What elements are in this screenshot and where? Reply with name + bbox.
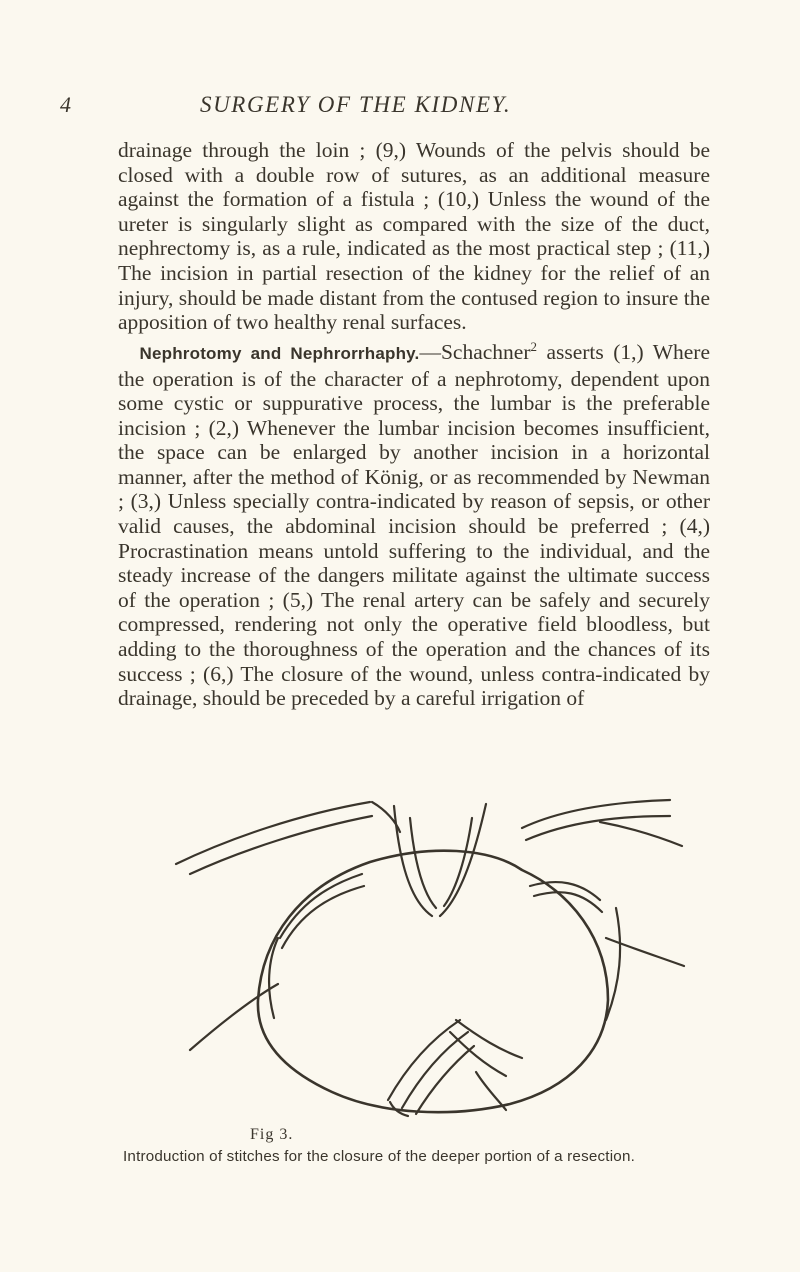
stitch-bottom: [402, 1032, 468, 1108]
page-number: 4: [60, 92, 71, 117]
kidney-outer-contour: [258, 851, 608, 1113]
stitch-loop-right: [606, 938, 684, 966]
cut-v-left: [394, 806, 432, 916]
author-name: —Schachner: [419, 339, 531, 364]
section-heading: Nephrotomy and Nephrorrhaphy.: [139, 343, 420, 363]
paragraph-nephrotomy: [118, 335, 710, 711]
figure-label: Fig 3.: [250, 1126, 294, 1143]
stitch-bottom: [416, 1046, 474, 1114]
body-text: [118, 138, 710, 711]
running-head: SURGERY OF THE KIDNEY.: [200, 92, 512, 117]
figure-kidney-resection: [150, 788, 730, 1128]
stitch-loop-left: [190, 984, 278, 1050]
suture-line: [526, 816, 670, 840]
suture-line: [522, 800, 670, 828]
paragraph-drainage: drainage through the loin ; (9,) Wounds of the pelvis should be closed with a double row of sutures, as an additional measure against the formation of a fistula ; (10,) Unless the wound of the ureter is singularly slight as compared with the size of the duct, nephrectomy is, as a rule, indicated as the most practical step ; (11,) The incision in partial resection of the kidney for the relief of an injury, should be made distant from the contused region to insure the apposition of two healthy renal surfaces.: [118, 138, 710, 335]
paragraph-body: asserts (1,) Where the operation is of the character of a nephrotomy, dependent upon some cystic or suppurative process, the lumbar is the preferable incision ; (2,) Whenever the lumbar incision becomes insufficient, the space can be enlarged by another incision in a horizontal manner, after the method of König, or as recommended by Newman ; (3,) Unless specially contra-indicated by reason of sepsis, or other valid causes, the abdominal incision should be preferred ; (4,) Procrastination means untold suffering to the individual, and the steady increase of the dangers militate against the ultimate success of the operation ; (5,) The renal artery can be safely and securely compressed, rendering not only the operative field bloodless, but adding to the thoroughness of the operation and the chances of its success ; (6,) The closure of the wound, unless contra-indicated by drainage, should be preceded by a careful irrigation of: [118, 339, 710, 711]
page-header: [60, 92, 780, 124]
figure-caption: Introduction of stitches for the closure of the deeper portion of a resection.: [123, 1148, 636, 1165]
suture-line: [600, 822, 682, 846]
kidney-stitches-illustration: [150, 788, 730, 1128]
footnote-reference: 2: [530, 338, 538, 354]
stitch-bottom: [476, 1072, 506, 1110]
suture-line: [176, 802, 370, 864]
